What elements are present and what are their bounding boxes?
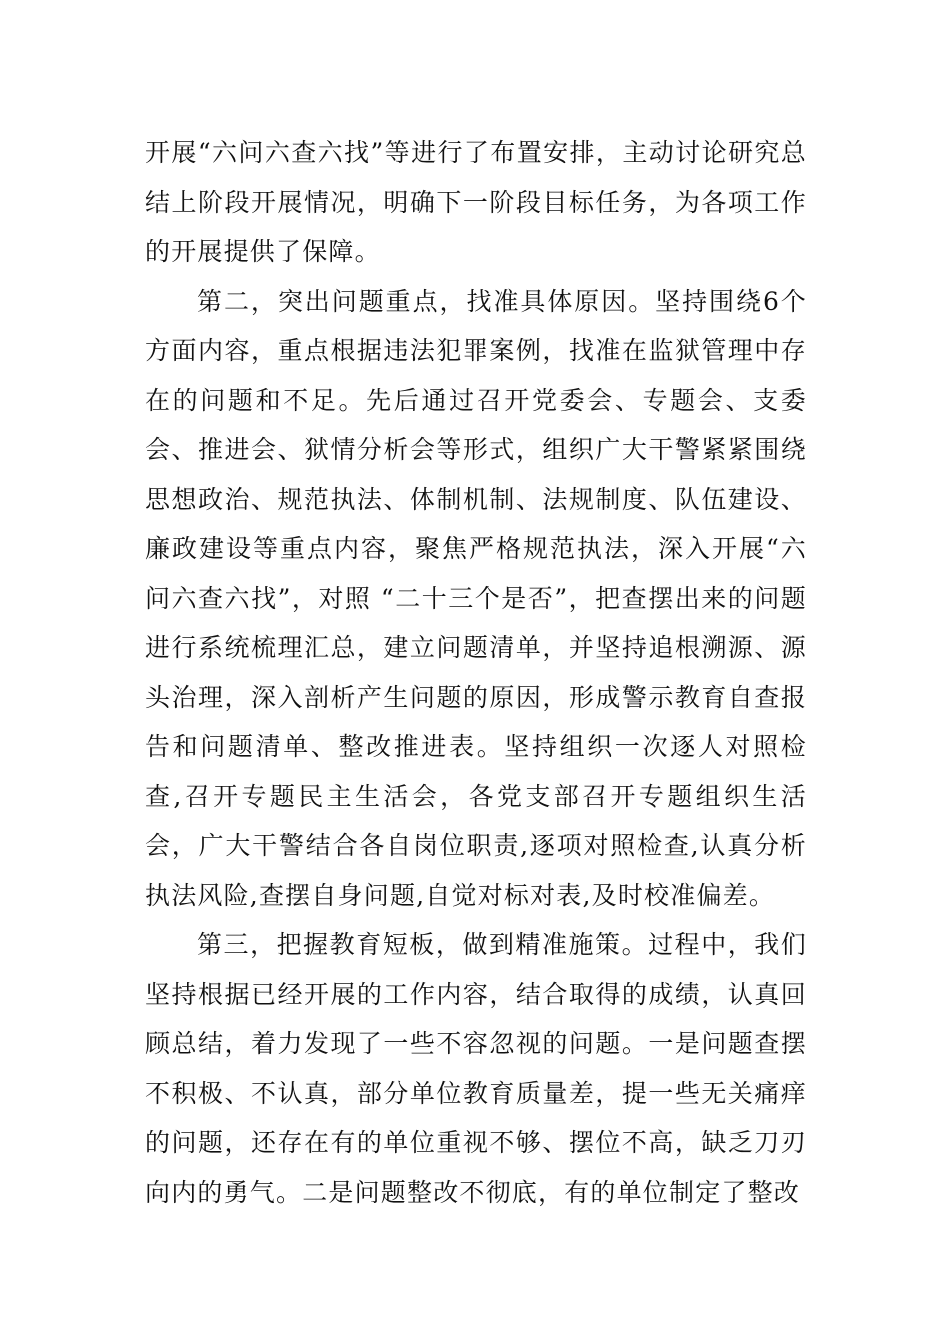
paragraph-3-text: 过程中，我们坚持根据已经开展的工作内容，结合取得的成绩，认真回顾总结，着力发现了一些不容忽视的问题。一是问题查摆不积极、不认真，部分单位教育质量差，提一些无关痛痒的问题，还存在有的单位重视不够、摆位不高，缺乏刀刃向内的勇气。二是问题整改不彻底，有的单位制定了整改: [145, 930, 808, 1207]
paragraph-3-heading: 第三，把握教育短板，做到精准施策。: [197, 930, 649, 959]
paragraph-second-point: [145, 277, 807, 921]
paragraph-1-text: 开展“六问六查六找”等进行了布置安排，主动讨论研究总结上阶段开展情况，明确下一阶段目标任务，为各项工作的开展提供了保障。: [145, 138, 807, 266]
document-body: [145, 128, 807, 1217]
paragraph-2-text: 坚持围绕6个方面内容，重点根据违法犯罪案例，找准在监狱管理中存在的问题和不足。先后通过召开党委会、专题会、支委会、推进会、狱情分析会等形式，组织广大干警紧紧围绕思想政治、规范执法、体制机制、法规制度、队伍建设、廉政建设等重点内容，聚焦严格规范执法，深入开展“六问六查六找”，对照 “二十三个是否”，把查摆出来的问题进行系统梳理汇总，建立问题清单，并坚持追根溯源、源头治理，深入剖析产生问题的原因，形成警示教育自查报告和问题清单、整改推进表。坚持组织一次逐人对照检查,召开专题民主生活会，各党支部召开专题组织生活会，广大干警结合各自岗位职责,逐项对照检查,认真分析执法风险,查摆自身问题,自觉对标对表,及时校准偏差。: [145, 286, 807, 910]
paragraph-2-heading: 第二，突出问题重点，找准具体原因。: [197, 286, 656, 316]
paragraph-continuation: [145, 128, 807, 277]
paragraph-third-point: [145, 920, 807, 1217]
